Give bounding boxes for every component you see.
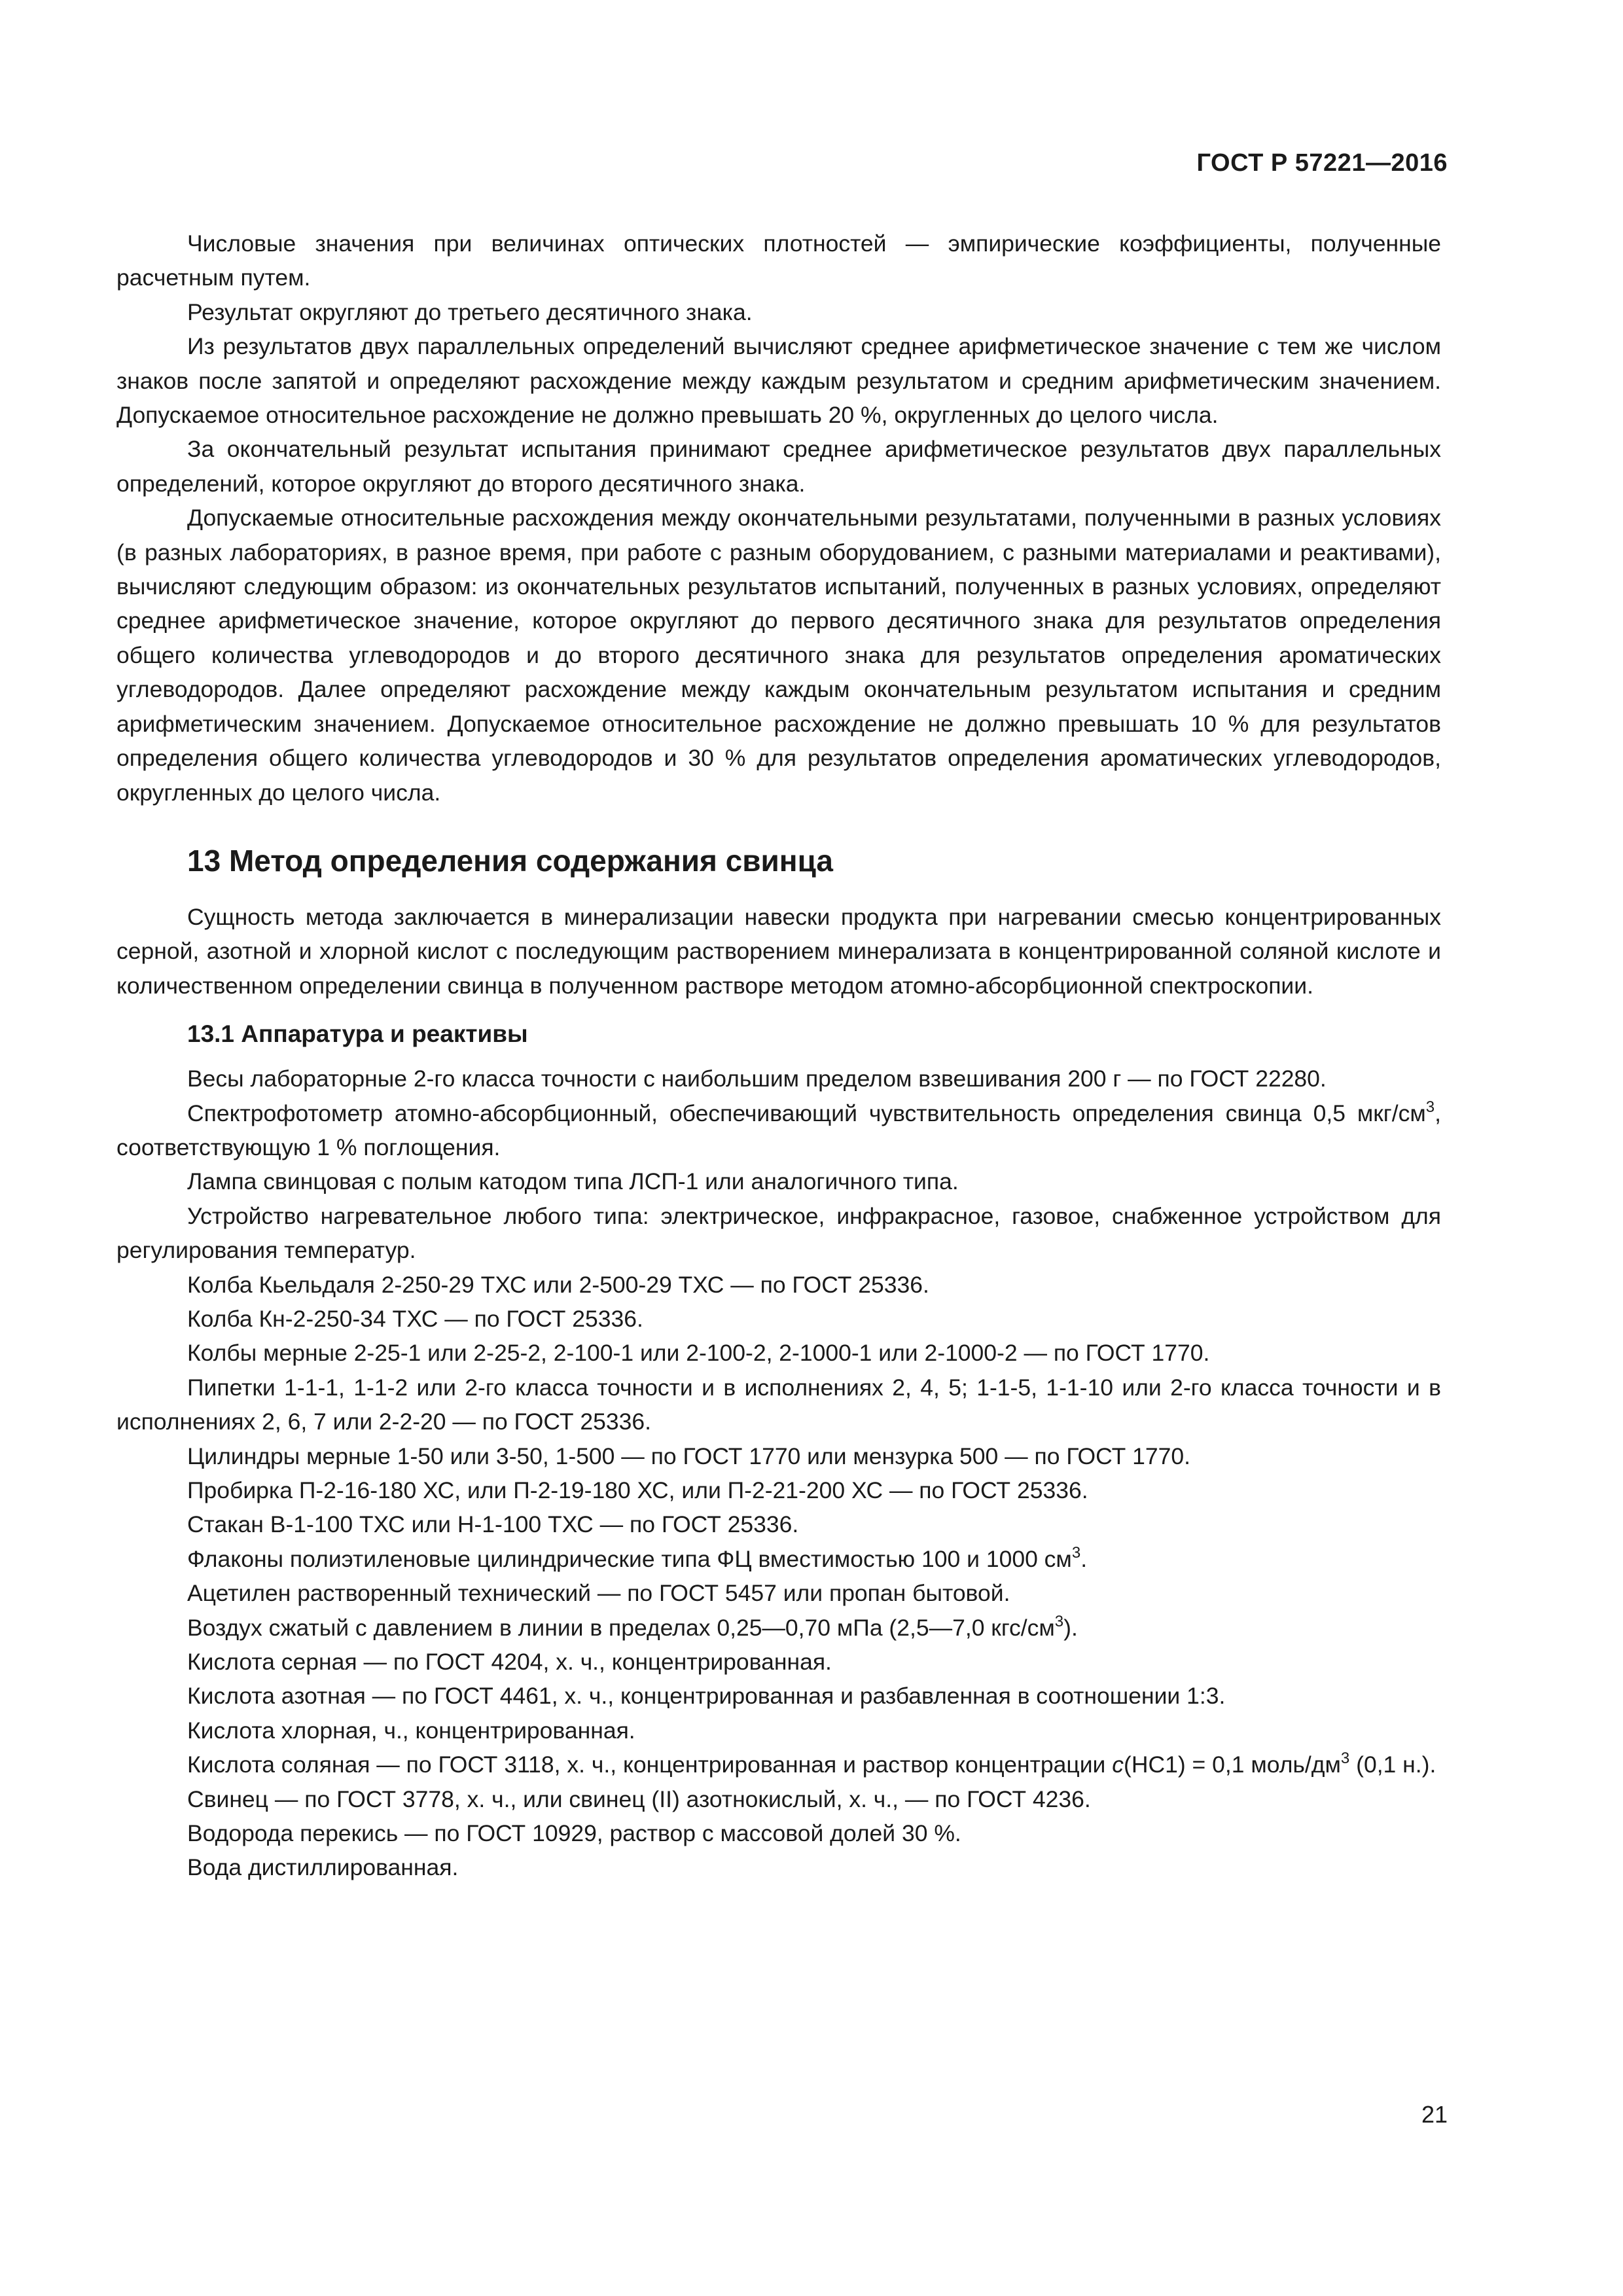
paragraph: Из результатов двух параллельных определений вычисляют среднее арифметическое значение с тем же числом знаков после запятой и определяют расхождение между каждым результатом и средним арифметическим значением. Допускаемое относительное расхождение не должно превышать 20 %, округленных до целого числа. — [116, 333, 1441, 429]
list-item: Спектрофотометр атомно-абсорбционный, обеспечивающий чувствительность определения свинца 0,5 мкг/$см^3$, соответствующую 1 % поглощения. — [116, 1098, 1441, 1160]
paragraph: Допускаемые относительные расхождения между окончательными результатами, полученными в разных условиях (в разных лабораториях, в разное время, при работе с разным оборудованием, с разными материалами и реактивами), вычисляют следующим образом: из окончательных результатов испытаний, полученных в разных условиях, определяют среднее арифметическое значение, которое округляют до первого десятичного знака для результатов определения общего количества углеводородов и до второго десятичного знака для результатов определения ароматических углеводородов. Далее определяют расхождение между каждым окончательным результатом испытания и средним арифметическим значением. Допускаемое относительное расхождение не должно превышать 10 % для результатов определения общего количества углеводородов и 30 % для результатов определения ароматических углеводородов, округленных до целого числа. — [116, 505, 1441, 806]
list-item: Колба Кн-2-250-34 ТХС — по ГОСТ 25336. — [187, 1305, 643, 1332]
page-content — [116, 226, 1441, 1885]
list-item: Пипетки 1-1-1, 1-1-2 или 2-го класса точности и в исполнениях 2, 4, 5; 1-1-5, 1-1-10 или 2-го класса точности и в исполнениях 2, 6, 7 или 2-2-20 — по ГОСТ 25336. — [116, 1374, 1441, 1435]
list-item: Кислота хлорная, ч., концентрированная. — [187, 1717, 635, 1744]
subsection-heading: 13.1 Аппаратура и реактивы — [187, 1020, 528, 1048]
list-item: Ацетилен растворенный технический — по ГОСТ 5457 или пропан бытовой. — [187, 1580, 1010, 1607]
paragraph: За окончательный результат испытания принимают среднее арифметическое результатов двух параллельных определений, которое округляют до второго десятичного знака. — [116, 436, 1441, 497]
list-item: Устройство нагревательное любого типа: электрическое, инфракрасное, газовое, снабженное устройством для регулирования температур. — [116, 1202, 1441, 1264]
list-item: Весы лабораторные 2-го класса точности с наибольшим пределом взвешивания 200 г — по ГОСТ 22280. — [187, 1066, 1327, 1092]
list-item: Воздух сжатый с давлением в линии в пределах 0,25—0,70 мПа (2,5—7,0 кгс/$см^3$). — [187, 1612, 1078, 1641]
list-item: Колбы мерные 2-25-1 или 2-25-2, 2-100-1 или 2-100-2, 2-1000-1 или 2-1000-2 — по ГОСТ 1770. — [187, 1340, 1210, 1367]
page-number: 21 — [1421, 2101, 1448, 2128]
list-item: Колба Кьельдаля 2-250-29 ТХС или 2-500-29 ТХС — по ГОСТ 25336. — [187, 1271, 929, 1298]
list-item: Цилиндры мерные 1-50 или 3-50, 1-500 — по ГОСТ 1770 или мензурка 500 — по ГОСТ 1770. — [187, 1443, 1191, 1469]
list-item: Свинец — по ГОСТ 3778, х. ч., или свинец (II) азотнокислый, х. ч., — по ГОСТ 4236. — [187, 1785, 1091, 1812]
paragraph: Результат округляют до третьего десятичного знака. — [187, 298, 753, 325]
list-item: Стакан В-1-100 ТХС или Н-1-100 ТХС — по ГОСТ 25336. — [187, 1511, 799, 1538]
document-code: ГОСТ Р 57221—2016 — [1196, 149, 1448, 177]
paragraph: Числовые значения при величинах оптических плотностей — эмпирические коэффициенты, полученные расчетным путем. — [116, 230, 1441, 291]
list-item: Лампа свинцовая с полым катодом типа ЛСП-1 или аналогичного типа. — [187, 1168, 959, 1195]
list-item: Кислота серная — по ГОСТ 4204, х. ч., концентрированная. — [187, 1649, 832, 1676]
list-item: Флаконы полиэтиленовые цилиндрические типа ФЦ вместимостью 100 и 1000 $см^3$. — [187, 1543, 1088, 1572]
list-item: Вода дистиллированная. — [187, 1854, 459, 1881]
list-item: Пробирка П-2-16-180 ХС, или П-2-19-180 ХС, или П-2-21-200 ХС — по ГОСТ 25336. — [187, 1477, 1088, 1503]
list-item: Кислота соляная — по ГОСТ 3118, х. ч., концентрированная и раствор концентрации с(НС1) = 0,1 моль/$дм^3$ (0,1 н.). — [187, 1749, 1436, 1778]
list-item: Водорода перекись — по ГОСТ 10929, раствор с массовой долей 30 %. — [187, 1820, 961, 1847]
list-item: Кислота азотная — по ГОСТ 4461, х. ч., концентрированная и разбавленная в соотношении 1:3. — [187, 1683, 1226, 1710]
section-heading: 13 Метод определения содержания свинца — [187, 843, 834, 878]
section-body: Сущность метода заключается в минерализации навески продукта при нагревании смесью концентрированных серной, азотной и хлорной кислот с последующим растворением минерализата в концентрированной соляной кислоте и количественном определении свинца в полученном растворе методом атомно-абсорбционной спектроскопии. — [116, 903, 1441, 999]
